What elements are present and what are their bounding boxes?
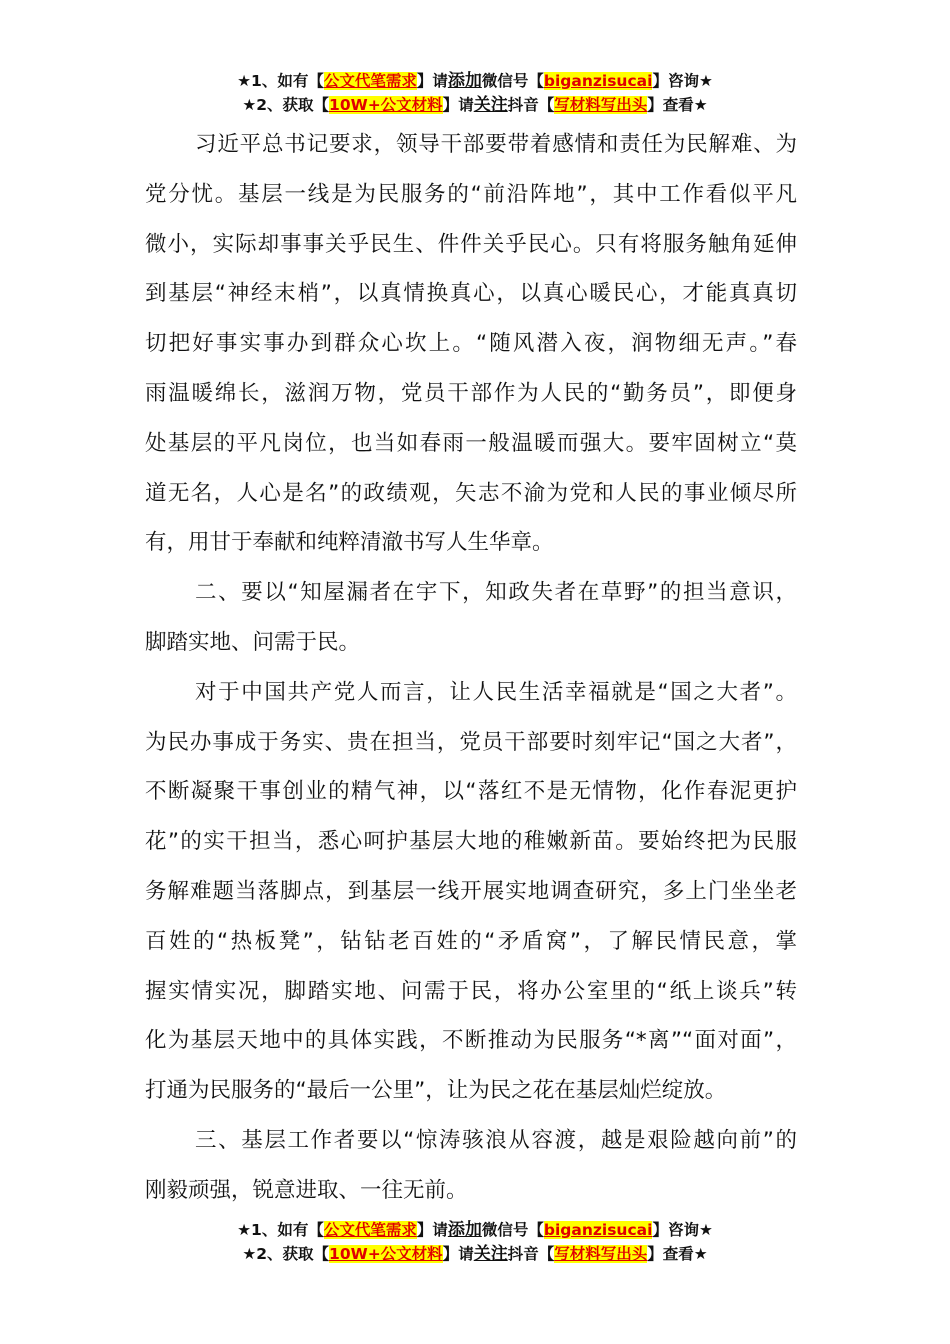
underlined-text: 添加 <box>447 1220 482 1240</box>
paragraph <box>145 1116 797 1216</box>
paragraph-line: 微小，实际却事事关乎民生、件件关乎民心。只有将服务触角延伸 <box>145 231 797 257</box>
paragraph-line: 打通为民服务的“最后一公里”，让为民之花在基层灿烂绽放。 <box>145 1078 727 1104</box>
paragraph-line: 有，用甘于奉献和纯粹清澈书写人生华章。 <box>145 530 554 556</box>
banner-line-2 <box>0 93 950 117</box>
paragraph-line: 处基层的平凡岗位，也当如春雨一般温暖而强大。要牢固树立“莫 <box>145 430 797 456</box>
paragraph-line: 对于中国共产党人而言，让人民生活幸福就是“国之大者”。 <box>195 679 797 705</box>
paragraph-line: 道无名，人心是名”的政绩观，矢志不渝为党和人民的事业倾尽所 <box>145 480 797 506</box>
banner-text: 】咨询★ <box>652 1221 713 1239</box>
header-banner <box>0 69 950 117</box>
highlight-text: 10W+公文材料 <box>329 1245 443 1263</box>
banner-text: 】请 <box>442 1245 474 1263</box>
banner-line-1 <box>0 69 950 93</box>
paragraph-line: 二、要以“知屋漏者在宇下，知政失者在草野”的担当意识， <box>195 580 797 606</box>
banner-text: 抖音【 <box>507 96 555 114</box>
paragraph-line: 到基层“神经末梢”，以真情换真心，以真心暖民心，才能真真切 <box>145 281 797 307</box>
underlined-text: 关注 <box>473 95 508 115</box>
paragraph-line: 不断凝聚干事创业的精气神，以“落红不是无情物，化作春泥更护 <box>145 779 797 805</box>
paragraph-line: 习近平总书记要求，领导干部要带着感情和责任为民解难、为 <box>195 132 797 157</box>
banner-text: 】查看★ <box>647 96 708 114</box>
highlight-text: 公文代笔需求 <box>323 1221 417 1239</box>
banner-text: 】请 <box>416 1221 448 1239</box>
paragraph-line: 刚毅顽强，锐意进取、一往无前。 <box>145 1177 468 1203</box>
paragraph-line: 务解难题当落脚点，到基层一线开展实地调查研究，多上门坐坐老 <box>145 878 797 904</box>
paragraph <box>145 568 797 668</box>
banner-text: ★1、如有【 <box>237 1221 324 1239</box>
paragraph-line: 花”的实干担当，悉心呵护基层大地的稚嫩新苗。要始终把为民服 <box>145 829 797 855</box>
highlight-text: 10W+公文材料 <box>329 96 443 114</box>
highlight-text: 公文代笔需求 <box>323 72 417 90</box>
paragraph <box>145 120 797 568</box>
douyin-id: 写材料写出头 <box>554 1245 648 1263</box>
underlined-text: 添加 <box>447 71 482 91</box>
underlined-text: 关注 <box>473 1244 508 1264</box>
douyin-id: 写材料写出头 <box>554 96 648 114</box>
banner-text: 】查看★ <box>647 1245 708 1263</box>
paragraph-line: 化为基层天地中的具体实践，不断推动为民服务“*离”“面对面”， <box>145 1028 797 1054</box>
banner-text: 】请 <box>416 72 448 90</box>
paragraph-line: 握实情实况，脚踏实地、问需于民，将办公室里的“纸上谈兵”转 <box>145 978 797 1004</box>
paragraph-line: 脚踏实地、问需于民。 <box>145 629 361 655</box>
banner-text: ★1、如有【 <box>237 72 324 90</box>
paragraph-line: 三、基层工作者要以“惊涛骇浪从容渡，越是艰险越向前”的 <box>195 1127 797 1153</box>
wechat-id: biganzisucai <box>543 72 653 90</box>
banner-line-2 <box>0 1242 950 1266</box>
footer-banner <box>0 1218 950 1266</box>
banner-text: 抖音【 <box>507 1245 555 1263</box>
paragraph-line: 党分忧。基层一线是为民服务的“前沿阵地”，其中工作看似平凡 <box>145 181 797 207</box>
wechat-id: biganzisucai <box>543 1221 653 1239</box>
banner-text: ★2、获取【 <box>242 96 330 114</box>
paragraph-line: 雨温暖绵长，滋润万物，党员干部作为人民的“勤务员”，即便身 <box>145 380 797 406</box>
banner-text: 】咨询★ <box>652 72 713 90</box>
banner-line-1 <box>0 1218 950 1242</box>
paragraph <box>145 668 797 1116</box>
document-body <box>145 120 797 1216</box>
paragraph-line: 为民办事成于务实、贵在担当，党员干部要时刻牢记“国之大者”， <box>145 729 797 755</box>
banner-text: 微信号【 <box>481 72 544 90</box>
banner-text: 】请 <box>442 96 474 114</box>
paragraph-line: 百姓的“热板凳”，钻钻老百姓的“矛盾窝”，了解民情民意，掌 <box>145 928 797 954</box>
banner-text: ★2、获取【 <box>242 1245 330 1263</box>
banner-text: 微信号【 <box>481 1221 544 1239</box>
paragraph-line: 切把好事实事办到群众心坎上。“随风潜入夜，润物细无声。”春 <box>145 331 797 357</box>
